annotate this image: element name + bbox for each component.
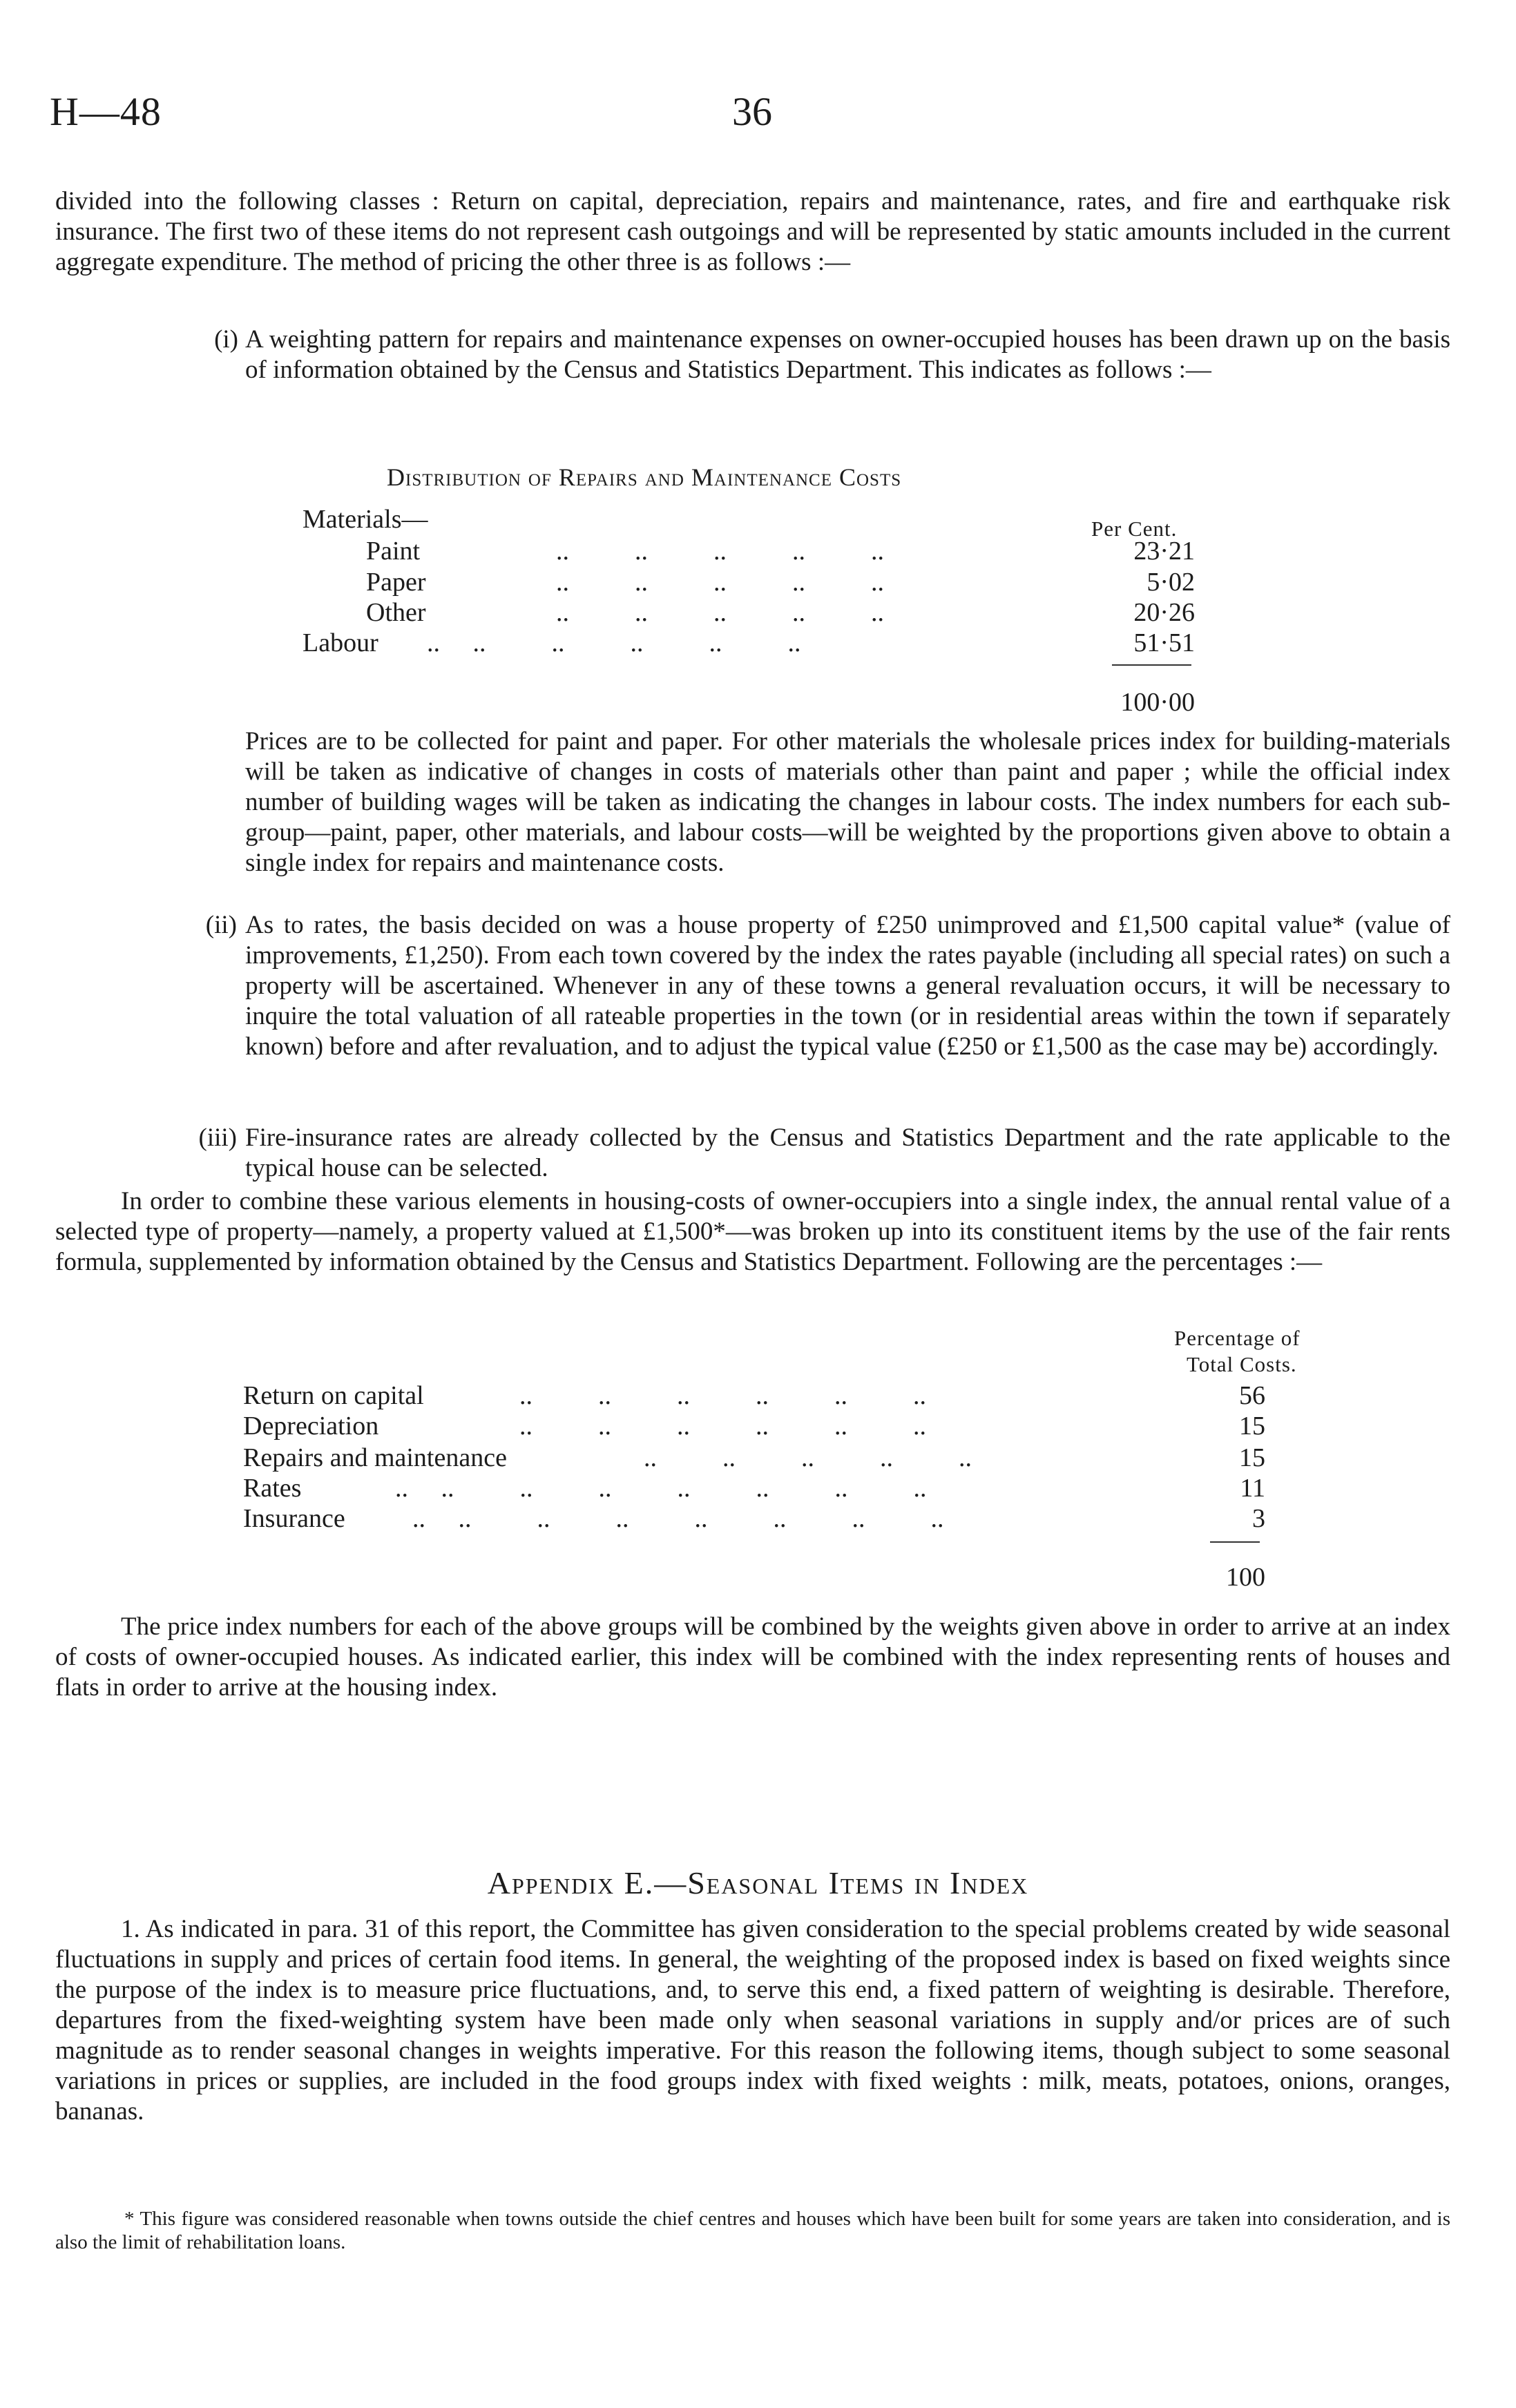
leader-dots: .. .. .. .. .. .. xyxy=(519,1412,926,1441)
row-label: Paper xyxy=(366,568,426,597)
row-value: 51·51 xyxy=(1133,628,1195,657)
leader-dots: .. .. .. .. .. xyxy=(556,537,884,566)
appendix-heading: Appendix E.—Seasonal Items in Index xyxy=(487,1865,1029,1900)
item-i-text: A weighting pattern for repairs and maintenance expenses on owner-occupied houses has been drawn up on the basis of information obtained by the Census and Statistics Department. This indicates as follows :— xyxy=(245,325,1450,384)
leader-dots: .. .. .. .. .. .. xyxy=(427,628,801,657)
leader-dots: .. .. .. .. .. xyxy=(556,598,884,627)
per-cent-header: Per Cent. xyxy=(1091,517,1178,541)
leader-dots: .. .. .. .. .. .. .. .. xyxy=(395,1474,927,1503)
combine-paragraph: In order to combine these various elements in housing-costs of owner-occupiers into a single index, the annual rental value of a selected type of property—namely, a property valued at £1,500*—was broken up into its constituent items by the use of the fair rents formula, supplemented by information obtained by the Census and Statistics Department. Following are the percentages :— xyxy=(55,1187,1450,1276)
row-label: Labour xyxy=(303,628,378,657)
item-ii xyxy=(205,910,1450,1062)
row-label: Rates xyxy=(243,1474,302,1503)
table-row xyxy=(303,627,1195,659)
leader-dots: .. .. .. .. .. xyxy=(644,1443,972,1472)
row-value: 20·26 xyxy=(1133,598,1195,627)
row-label: Return on capital xyxy=(243,1381,424,1410)
table-row xyxy=(366,597,1195,628)
row-value: 3 xyxy=(1252,1504,1265,1533)
row-value: 56 xyxy=(1239,1381,1265,1410)
page-number: 36 xyxy=(732,89,772,134)
item-i-continued: Prices are to be collected for paint and paper. For other materials the wholesale prices index for building-materials will be taken as indicative of changes in costs of materials other than paint and paper ; while the official index number of building wages will be taken as indicating the changes in labour costs. The index numbers for each sub-group—paint, paper, other materials, and labour costs—will be weighted by the proportions given above to obtain a single index for repairs and maintenance costs. xyxy=(245,727,1450,877)
appendix-paragraph: 1. As indicated in para. 31 of this report, the Committee has given consideration to the special problems created by wide seasonal fluctuations in supply and prices of certain food items. In general, the weighting of the proposed index is based on fixed weights since the purpose of the index is to measure price fluctuations, and, to serve this end, a fixed pattern of weighting is desirable. Therefore, departures from the fixed-weighting system have been made only when seasonal variations in supply and/or prices are of such magnitude as to render seasonal changes in weights imperative. For this reason the following items, though subject to some seasonal variations in prices or supplies, are included in the food groups index with fixed weights : milk, meats, potatoes, onions, oranges, bananas. xyxy=(55,1915,1450,2126)
row-label: Paint xyxy=(366,537,421,566)
table-row xyxy=(243,1410,1265,1442)
percent-total: 100 xyxy=(1226,1563,1265,1592)
price-index-paragraph: The price index numbers for each of the above groups will be combined by the weights given above in order to arrive at an index of costs of owner-occupied houses. As indicated earlier, this index will be combined with the index representing rents of houses and flats in order to arrive at the housing index. xyxy=(55,1612,1450,1702)
item-iii-marker: (iii) xyxy=(198,1124,237,1152)
leader-dots: .. .. .. .. .. .. xyxy=(519,1381,926,1410)
item-iii-text: Fire-insurance rates are already collected by the Census and Statistics Department and the rate applicable to the typical house can be selected. xyxy=(245,1124,1450,1182)
repairs-total: 100·00 xyxy=(1120,688,1195,717)
row-value: 15 xyxy=(1239,1412,1265,1441)
row-label: Other xyxy=(366,598,426,627)
footnote: * This figure was considered reasonable when towns outside the chief centres and houses which have been built for some years are taken into consideration, and is also the limit of rehabilitation loans. xyxy=(55,2208,1450,2253)
total-rule xyxy=(1112,664,1191,666)
table-row xyxy=(243,1503,1265,1534)
intro-paragraph: divided into the following classes : Return on capital, depreciation, repairs and maintenance, rates, and fire and earthquake risk insurance. The first two of these items do not represent cash outgoings and will be represented by static amounts included in the current aggregate expenditure. The method of pricing the other three is as follows :— xyxy=(55,187,1450,276)
row-label: Repairs and maintenance xyxy=(243,1443,507,1472)
item-ii-marker: (ii) xyxy=(205,911,237,939)
table-row xyxy=(243,1380,1265,1412)
document-reference: H—48 xyxy=(50,89,162,134)
percent-header-line1: Percentage of xyxy=(1174,1326,1301,1350)
leader-dots: .. .. .. .. .. .. .. .. xyxy=(412,1504,944,1533)
item-ii-text: As to rates, the basis decided on was a house property of £250 unimproved and £1,500 capital value* (value of improvements, £1,250). From each town covered by the index the rates payable (including all special rates) on such a property will be ascertained. Whenever in any of these towns a general revaluation occurs, it will be necessary to inquire the total valuation of all rateable properties in the town (or in residential areas within the town if separately known) before and after revaluation, and to adjust the typical value (£250 or £1,500 as the case may be) accordingly. xyxy=(245,911,1450,1061)
item-i xyxy=(214,325,1450,385)
total-rule xyxy=(1210,1541,1260,1543)
percent-header-line2: Total Costs. xyxy=(1187,1352,1297,1376)
row-value: 15 xyxy=(1239,1443,1265,1472)
item-i-marker: (i) xyxy=(214,325,238,354)
table-row xyxy=(366,566,1195,598)
row-label: Insurance xyxy=(243,1504,345,1533)
row-label: Depreciation xyxy=(243,1412,379,1441)
table-row xyxy=(243,1472,1265,1504)
leader-dots: .. .. .. .. .. xyxy=(556,568,884,597)
materials-group-label: Materials— xyxy=(303,505,428,534)
repairs-table-title: Distribution of Repairs and Maintenance Costs xyxy=(387,463,902,491)
row-value: 5·02 xyxy=(1146,568,1195,597)
table-row xyxy=(366,535,1195,567)
row-value: 23·21 xyxy=(1133,537,1195,566)
item-iii xyxy=(198,1123,1450,1184)
table-row xyxy=(243,1442,1265,1474)
row-value: 11 xyxy=(1240,1474,1265,1503)
